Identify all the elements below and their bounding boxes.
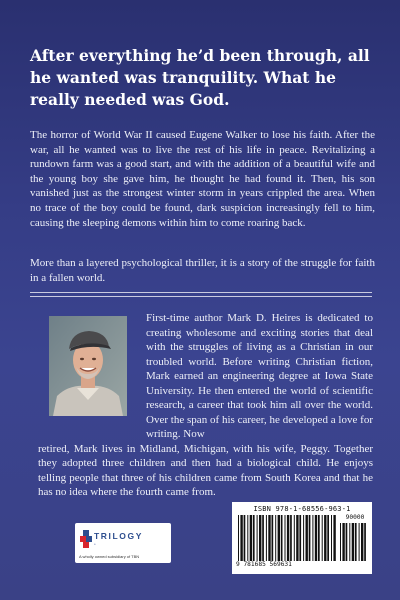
barcode-bar	[250, 515, 252, 561]
author-bio	[38, 311, 373, 500]
barcode-bar	[333, 515, 335, 561]
barcode-bar	[259, 515, 261, 561]
barcode-bars	[238, 515, 336, 561]
barcode-bar	[278, 515, 280, 561]
barcode-bar	[268, 515, 270, 561]
divider-line	[30, 292, 372, 293]
barcode-bar	[257, 515, 258, 561]
barcode-bar	[352, 523, 354, 561]
barcode-bar	[312, 515, 313, 561]
addon-digits: 90000	[345, 514, 365, 521]
barcode-bar	[340, 523, 341, 561]
barcode-bar	[327, 515, 329, 561]
barcode-bar	[331, 515, 332, 561]
barcode-bar	[322, 515, 323, 561]
publisher-tagline: a	[94, 543, 96, 546]
barcode-bar	[342, 523, 344, 561]
barcode-bar	[324, 515, 326, 561]
barcode-bar	[244, 515, 246, 561]
blurb-paragraph-2: More than a layered psychological thriller, it is a story of the struggle for faith in a fallen world.	[30, 257, 375, 284]
ean-digits: 9 781685 569631	[236, 561, 292, 568]
barcode-bar	[287, 515, 289, 561]
barcode-bar	[294, 515, 295, 561]
barcode-bar	[349, 523, 350, 561]
headline: After everything he’d been through, all he wanted was tranquility. What he really needed was God.	[30, 46, 370, 109]
author-photo	[49, 316, 127, 416]
barcode-bar	[281, 515, 283, 561]
barcode-bar	[238, 515, 239, 561]
addon-barcode-bars	[340, 523, 368, 561]
author-bio-full: retired, Mark lives in Midland, Michigan, with his wife, Peggy. Together they adopted three children and then had a biological child. He enjoys telling people that three of his children came from South Korea and that he has no idea where the fourth came from.	[38, 442, 373, 498]
barcode-bar	[309, 515, 311, 561]
barcode-bar	[359, 523, 360, 561]
barcode-bar	[355, 523, 357, 561]
barcode-bar	[364, 523, 366, 561]
barcode-bar	[275, 515, 276, 561]
barcode-bar	[272, 515, 274, 561]
trilogy-logo-icon	[80, 530, 92, 548]
barcode-bar	[318, 515, 320, 561]
isbn-label: ISBN 978-1-68556-963-1	[253, 505, 351, 513]
barcode-bar	[290, 515, 292, 561]
barcode-bar	[315, 515, 317, 561]
barcode-bar	[240, 515, 242, 561]
publisher-name: TRILOGY	[94, 531, 143, 541]
barcode-bar	[266, 515, 267, 561]
publisher-logo	[75, 523, 171, 563]
barcode-bar	[253, 515, 255, 561]
barcode-bar	[346, 523, 348, 561]
author-bio-wrapped: First-time author Mark D. Heires is dedicated to creating wholesome and exciting stories that deal with the struggles of living as a Christian in our troubled world. Before writing Christian fiction, Mark earned an engineering degree at Iowa State University. He then entered the world of scientific research, a career that took him all over the world. Over the span of his career, he developed a love for writing. Now	[146, 312, 373, 440]
blurb-paragraph-1: The horror of World War II caused Eugene Walker to lose his faith. After the war, all he wanted was to live the rest of his life in peace. Revitalizing a rundown farm was a good start, and with the addition of a beautiful wife and the young boy she gave him, he thought he had found it. Then, his son vanished just as the strongest winter storm in years crippled the area. When no trace of the boy could be found, dark suspicion increasingly fell to him, causing the sleeping demons within him to come roaring back.	[30, 129, 375, 229]
barcode-bar	[299, 515, 301, 561]
barcode-bar	[303, 515, 304, 561]
barcode-bar	[285, 515, 286, 561]
barcode-bar	[262, 515, 264, 561]
isbn-barcode	[232, 502, 372, 574]
barcode-bar	[296, 515, 298, 561]
barcode-bar	[247, 515, 248, 561]
barcode-bar	[361, 523, 363, 561]
divider-line	[30, 296, 372, 297]
barcode-bar	[306, 515, 308, 561]
publisher-subsidiary: A wholly owned subsidiary of TBN	[79, 554, 140, 559]
